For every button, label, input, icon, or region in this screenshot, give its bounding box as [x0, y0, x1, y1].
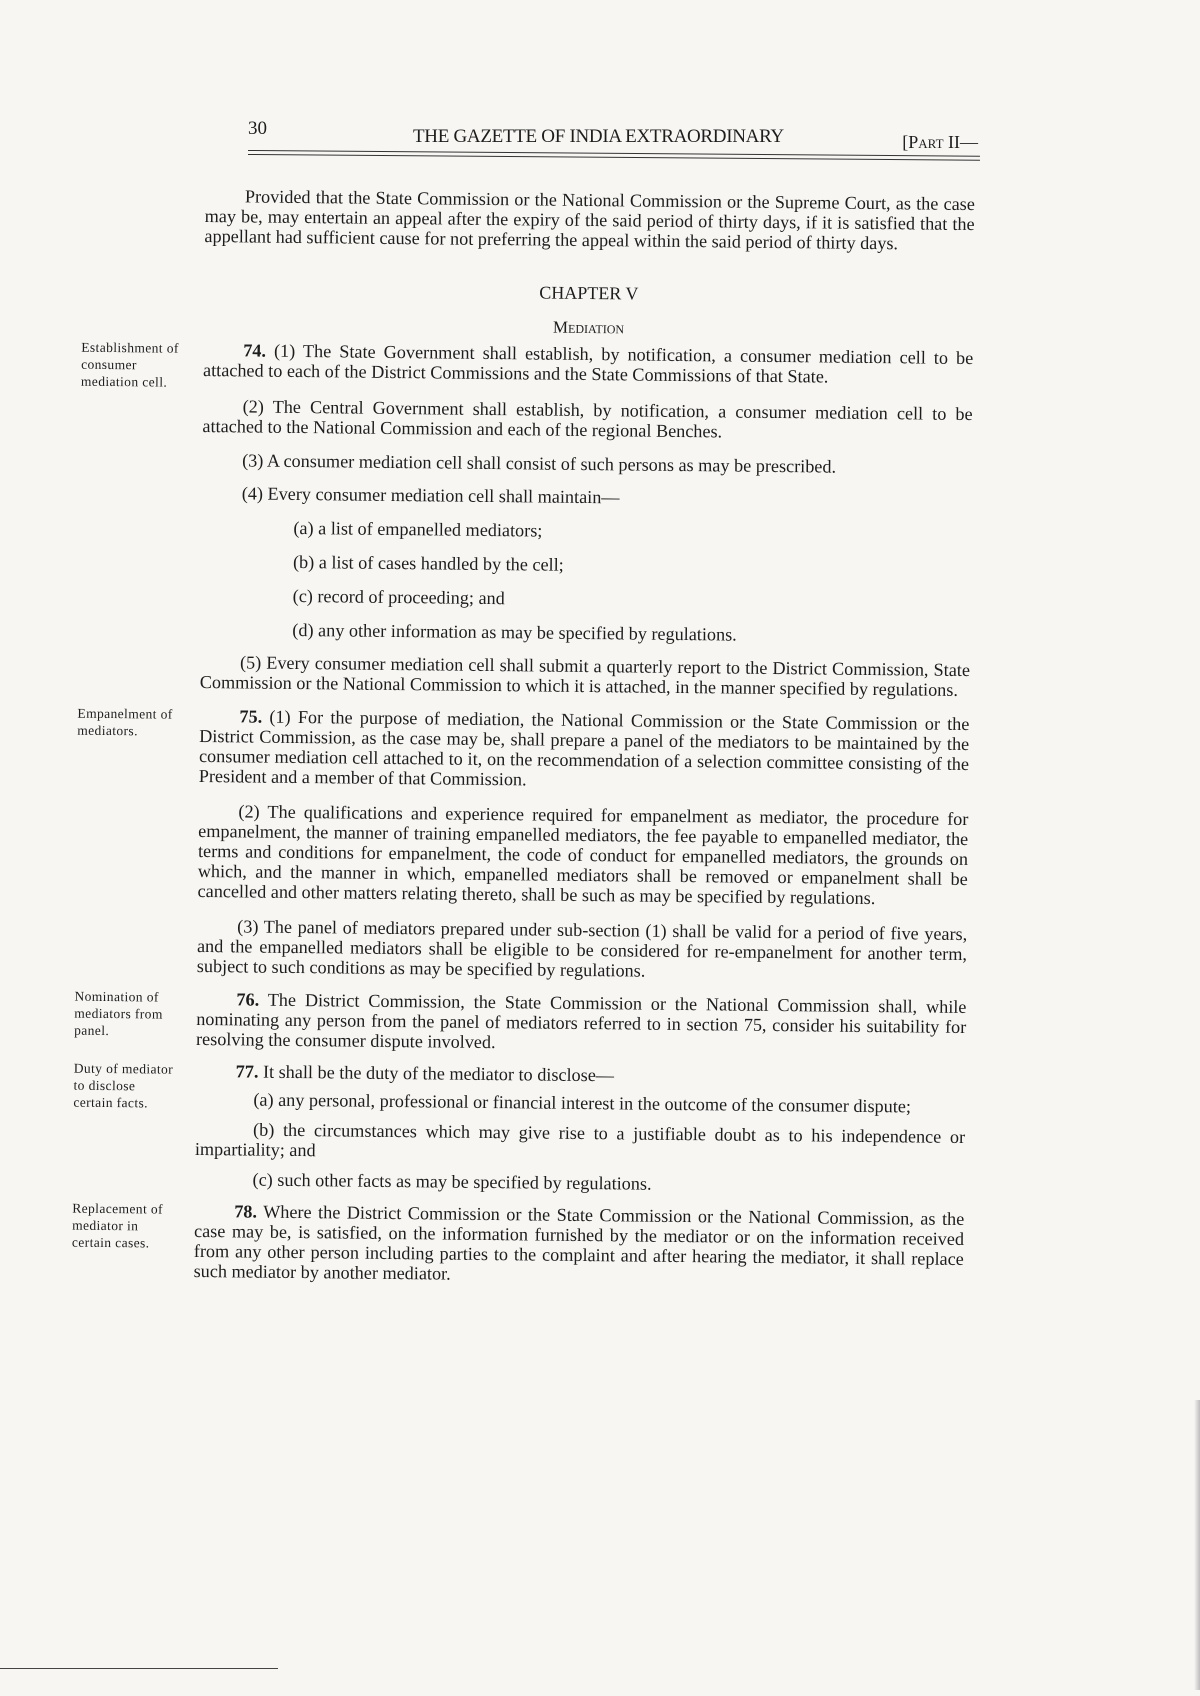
section-76 — [74, 988, 967, 1057]
clause-74-d: (d) any other information as may be specified by regulations. — [292, 619, 737, 645]
margin-note-75: Empanelment of mediators. — [77, 705, 173, 739]
section-77-body: It shall be the duty of the mediator to disclose— — [262, 1061, 615, 1086]
margin-note-77: Duty of mediator to disclose certain facts. — [73, 1060, 174, 1111]
clause-77-c: (c) such other facts as may be specified by regulations. — [252, 1169, 652, 1194]
section-75-sub-2: (2) The qualifications and experience required for empanelment as mediator, the procedure for empanelment, the manner of training empanelled mediators, the fee payable to empanelled mediator, the terms and conditions for empanelment, the code of conduct for empanelled mediators, the grounds on which, and the manner in which, empanelled mediators shall be removed or empanelment shall be cancelled and other matters relating thereto, shall be such as may be specified by regulations. — [197, 801, 969, 909]
section-74-sub-3: (3) A consumer mediation cell shall consist of such persons as may be prescribed. — [242, 450, 837, 477]
page-header — [248, 118, 978, 152]
chapter-label: CHAPTER V — [539, 282, 639, 304]
section-76-body: The District Commission, the State Commission or the National Commission shall, while nominating any person from the panel of mediators referred to in section 75, consider his suitability for resolving the consumer dispute involved. — [195, 989, 967, 1053]
section-75-sub-3: (3) The panel of mediators prepared under sub-section (1) shall be valid for a period of five years, and the empanelled mediators shall be eligible to be considered for re-empanelment for another term, subject to such conditions as may be specified by regulations. — [196, 916, 968, 981]
section-number-75: 75. — [239, 706, 263, 727]
clause-74-b: (b) a list of cases handled by the cell; — [292, 551, 564, 575]
chapter-title: Mediation — [552, 317, 625, 338]
section-76-text — [196, 989, 967, 1057]
clause-77-b: (b) the circumstances which may give rise to a justifiable doubt as to his independence or impartiality; and — [194, 1119, 966, 1161]
page-content — [71, 186, 975, 1289]
section-number-78: 78. — [234, 1201, 258, 1222]
margin-note-78: Replacement of mediator in certain cases. — [71, 1200, 164, 1251]
section-74-sub-5: (5) Every consumer mediation cell shall submit a quarterly report to the District Commission, State Commission or the National Commission to which it is attached, in the manner specified by regulations. — [199, 652, 971, 700]
scan-edge-shadow — [1194, 1400, 1200, 1690]
clause-74-a: (a) a list of empanelled mediators; — [293, 517, 543, 541]
section-78-body: Where the District Commission or the State Commission or the National Commission, as the case may be, is satisfied, on the information furnished by the mediator or on the information received from any other person including parties to the complaint and after hearing the mediator, it shall replace such mediator by another mediator. — [193, 1201, 965, 1284]
clause-77-a: (a) any personal, professional or financial interest in the outcome of the consumer dispute; — [253, 1089, 912, 1117]
margin-note-76: Nomination of mediators from panel. — [74, 988, 163, 1039]
section-74-sub-2: (2) The Central Government shall establish, by notification, a consumer mediation cell to be attached to the National Commission and each of the regional Benches. — [202, 396, 973, 442]
section-75 — [77, 705, 970, 984]
footer-rule — [0, 1668, 278, 1669]
section-78-text — [194, 1201, 965, 1289]
section-74-sub-4: (4) Every consumer mediation cell shall maintain— — [241, 483, 620, 508]
clause-74-c: (c) record of proceeding; and — [292, 585, 505, 609]
section-74 — [80, 339, 974, 700]
section-75-sub-1-text: (1) For the purpose of mediation, the National Commission or the State Commission or the District Commission, as the case may be, shall prepare a panel of the mediators to be maintained by the consumer mediation cell attached to it, on the recommendation of a selection committee consisting of the President and a member of that Commission. — [198, 706, 970, 790]
section-75-sub-1 — [199, 706, 970, 794]
section-77 — [73, 1060, 966, 1197]
gazette-title: THE GAZETTE OF INDIA EXTRAORDINARY — [413, 126, 784, 147]
proviso-paragraph: Provided that the State Commission or the National Commission or the Supreme Court, as the case may be, may entertain an appeal after the expiry of the said period of thirty days, if it is satisfied that the appellant had sufficient cause for not preferring the appeal within the said period of thirty days. — [204, 186, 975, 254]
section-74-sub-1 — [203, 340, 973, 388]
page-number: 30 — [248, 118, 267, 139]
part-label: [Part II— — [902, 132, 978, 152]
section-78 — [71, 1200, 965, 1289]
section-number-74: 74. — [243, 340, 267, 361]
section-number-76: 76. — [236, 989, 260, 1010]
section-number-77: 77. — [235, 1061, 259, 1082]
section-74-sub-1-text: (1) The State Government shall establish, by notification, a consumer mediation cell to be attached to each of the District Commissions and the State Commissions of that State. — [202, 340, 974, 387]
margin-note-74: Establishment of consumer mediation cell. — [80, 339, 179, 390]
